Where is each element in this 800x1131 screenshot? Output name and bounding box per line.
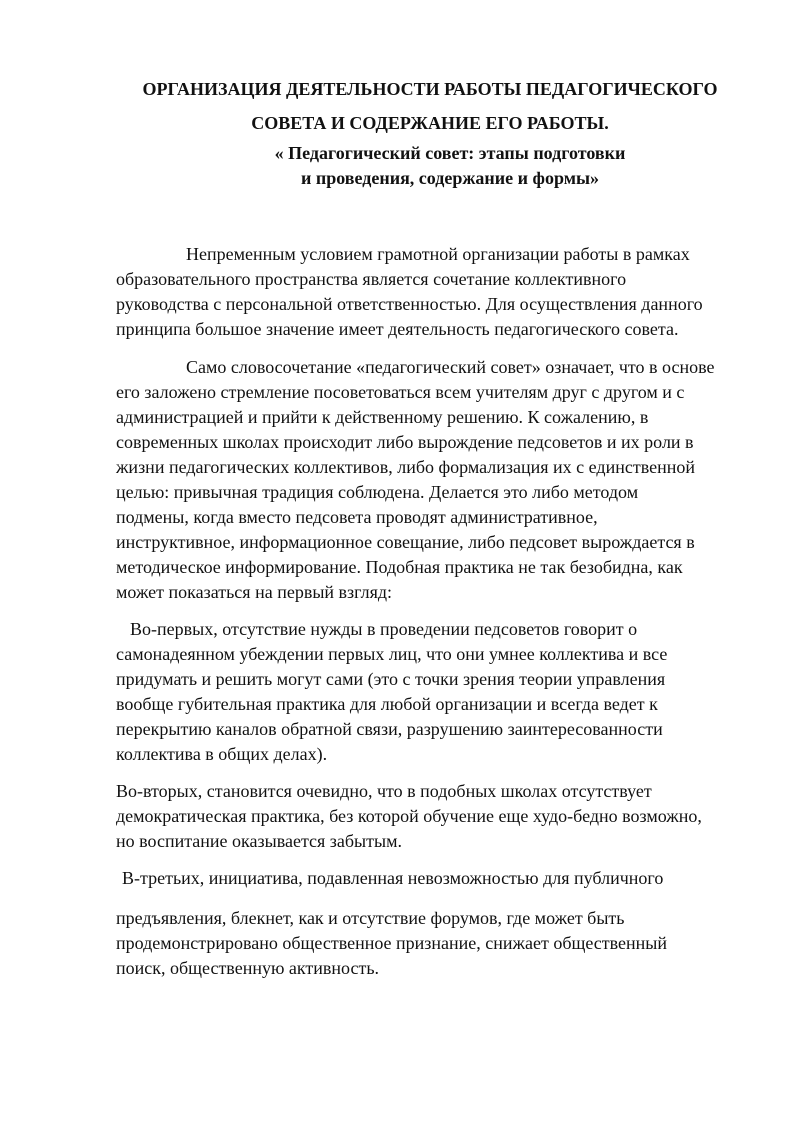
title-line: ОРГАНИЗАЦИЯ ДЕЯТЕЛЬНОСТИ РАБОТЫ ПЕДАГОГИЧЕСКОГО: [142, 79, 718, 99]
text-line: коллектива в общих делах).: [116, 744, 328, 764]
text-line: его заложено стремление посоветоваться всем учителям друг с другом и с: [116, 382, 685, 402]
paragraph: [116, 779, 746, 854]
text-line: Само словосочетание «педагогический совет» означает, что в основе: [186, 357, 715, 377]
text-line: перекрытию каналов обратной связи, разрушению заинтересованности: [116, 719, 663, 739]
subtitle-line: « Педагогический совет: этапы подготовки: [274, 143, 626, 163]
text-line: но воспитание оказывается забытым.: [116, 831, 403, 851]
text-line: целью: привычная традиция соблюдена. Делается это либо методом: [116, 482, 639, 502]
text-line: самонадеянном убеждении первых лиц, что они умнее коллектива и все: [116, 644, 668, 664]
text-line: жизни педагогических коллективов, либо формализация их с единственной: [116, 457, 695, 477]
text-line: принципа большое значение имеет деятельность педагогического совета.: [116, 319, 679, 339]
paragraph: [116, 906, 746, 981]
text-line: В-третьих, инициатива, подавленная невозможностью для публичного: [122, 868, 664, 888]
subtitle-line: и проведения, содержание и формы»: [300, 168, 600, 188]
text-line: может показаться на первый взгляд:: [116, 582, 393, 602]
text-line: инструктивное, информационное совещание, либо педсовет вырождается в: [116, 532, 695, 552]
text-line: Во-вторых, становится очевидно, что в подобных школах отсутствует: [116, 781, 652, 801]
text-line: демократическая практика, без которой обучение еще худо-бедно возможно,: [116, 806, 702, 826]
paragraph: [116, 242, 746, 342]
text-line: продемонстрировано общественное признание, снижает общественный: [116, 933, 668, 953]
text-line: образовательного пространства является сочетание коллективного: [116, 269, 627, 289]
text-line: методическое информирование. Подобная практика не так безобидна, как: [116, 557, 683, 577]
title-line: СОВЕТА И СОДЕРЖАНИЕ ЕГО РАБОТЫ.: [251, 113, 609, 133]
text-line: поиск, общественную активность.: [116, 958, 380, 978]
paragraph: [116, 355, 746, 605]
text-line: современных школах происходит либо вырождение педсоветов и их роли в: [116, 432, 694, 452]
document-title: [100, 72, 760, 140]
text-line: придумать и решить могут сами (это с точки зрения теории управления: [116, 669, 666, 689]
text-line: администрацией и прийти к действенному решению. К сожалению, в: [116, 407, 649, 427]
text-line: Во-первых, отсутствие нужды в проведении педсоветов говорит о: [130, 619, 638, 639]
text-line: руководства с персональной ответственностью. Для осуществления данного: [116, 294, 703, 314]
paragraph: [116, 617, 746, 767]
text-line: предъявления, блекнет, как и отсутствие форумов, где может быть: [116, 908, 625, 928]
paragraph: [116, 866, 746, 891]
text-line: подмены, когда вместо педсовета проводят административное,: [116, 507, 598, 527]
text-line: вообще губительная практика для любой организации и всегда ведет к: [116, 694, 658, 714]
document-subtitle: [240, 141, 660, 191]
text-line: Непременным условием грамотной организации работы в рамках: [186, 244, 690, 264]
